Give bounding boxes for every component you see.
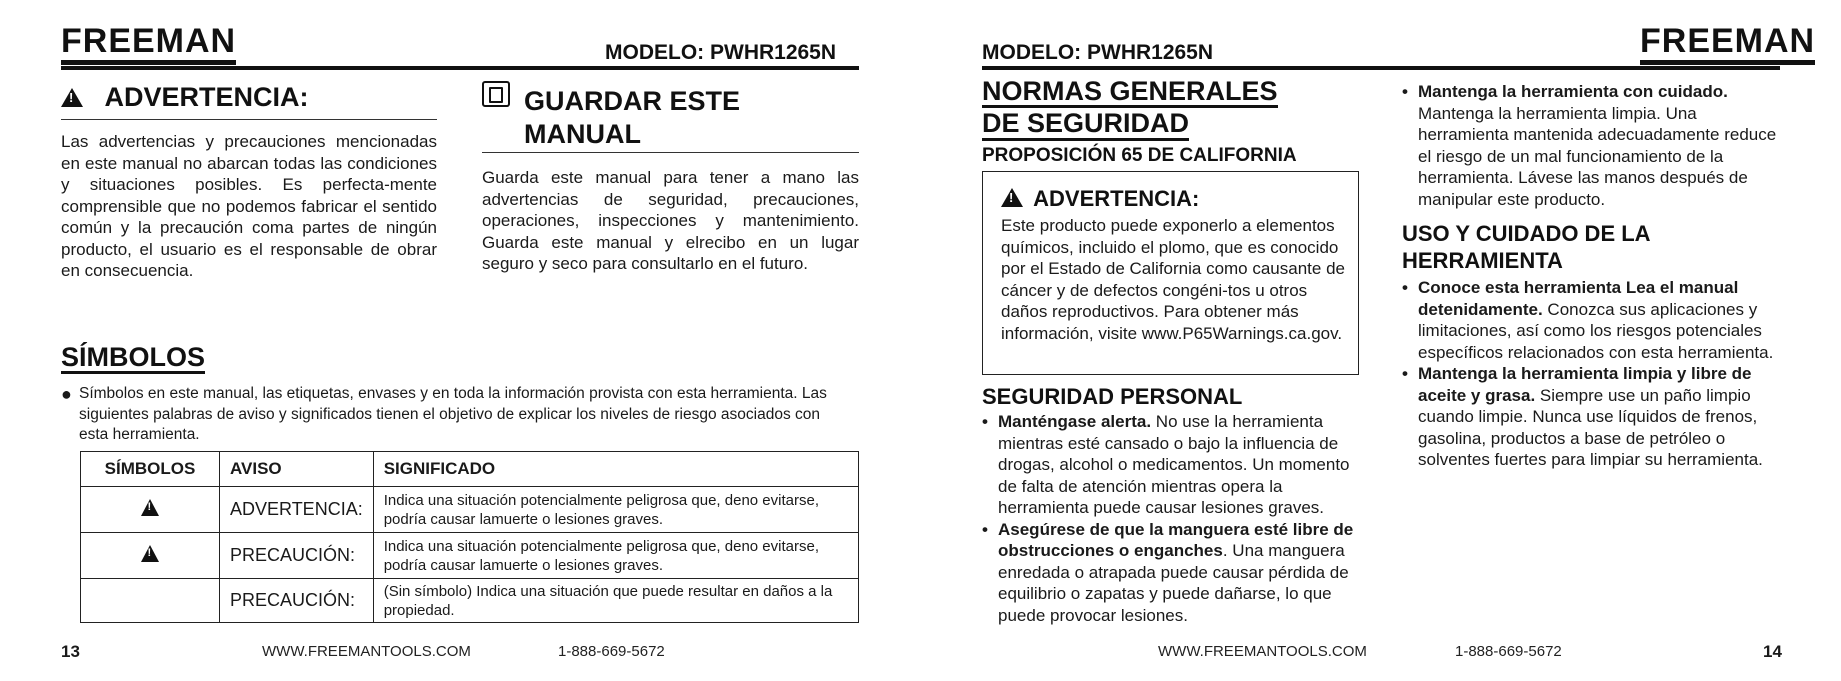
aviso-cell: PRECAUCIÓN: bbox=[220, 533, 374, 579]
warning-triangle-icon bbox=[141, 545, 159, 562]
th-significado: SIGNIFICADO bbox=[373, 452, 858, 487]
symbol-cell bbox=[81, 487, 220, 533]
prop65-warning-box bbox=[982, 171, 1359, 375]
th-simbolos: SÍMBOLOS bbox=[81, 452, 220, 487]
simbolos-heading: SÍMBOLOS bbox=[61, 342, 205, 374]
freeman-logo-right: FREEMAN bbox=[1640, 24, 1815, 65]
seguridad-personal-heading: SEGURIDAD PERSONAL bbox=[982, 384, 1243, 409]
guardar-rule bbox=[482, 152, 859, 153]
symbol-cell bbox=[81, 579, 220, 623]
page-number-right: 14 bbox=[1763, 642, 1782, 661]
significado-cell: (Sin símbolo) Indica una situación que puede resultar en daños a la propiedad. bbox=[373, 579, 858, 623]
table-row bbox=[81, 533, 859, 579]
table-row bbox=[81, 487, 859, 533]
aviso-cell: ADVERTENCIA: bbox=[220, 487, 374, 533]
aviso-cell: PRECAUCIÓN: bbox=[220, 579, 374, 623]
header-rule-right bbox=[982, 66, 1780, 70]
warning-triangle-icon bbox=[61, 88, 83, 107]
col2-top-list bbox=[1402, 81, 1782, 210]
website-right: WWW.FREEMANTOOLS.COM bbox=[1158, 643, 1367, 660]
th-aviso: AVISO bbox=[220, 452, 374, 487]
uso-cuidado-list bbox=[1402, 277, 1782, 471]
warning-box-text: Este producto puede exponerlo a elementos químicos, incluido el plomo, que es conocido por el Estado de California como causante de cáncer y de defectos congéni-tos u otros daños reproductivos. Para obtener más información, visite www.P65Warnings.ca.gov. bbox=[1001, 216, 1345, 343]
list-item: • Asegúrese de que la manguera esté libre de obstrucciones o enganches. Una manguera enredada o atrapada puede causar pérdida de equilibrio o zapatas y puede dañarse, lo que puede provocar lesiones. bbox=[982, 519, 1362, 627]
advertencia-heading: ! ADVERTENCIA: bbox=[61, 82, 309, 113]
page-number-left: 13 bbox=[61, 642, 80, 661]
table-header-row bbox=[81, 452, 859, 487]
warning-box-title: ! ADVERTENCIA: bbox=[1001, 186, 1348, 212]
advertencia-text: Las advertencias y precauciones mencionadas en este manual no abarcan todas las condiciones y situaciones posibles. Es perfecta-mente comprensible que no podemos fabricar el sentido común y la precaución coma partes de ningún producto, el usuario es el responsable de obrar en consecuencia. bbox=[61, 132, 437, 280]
warning-triangle-icon bbox=[141, 499, 159, 516]
uso-cuidado-heading: USO Y CUIDADO DE LA HERRAMIENTA bbox=[1402, 221, 1651, 273]
model-number-right: MODELO: PWHR1265N bbox=[982, 41, 1214, 64]
significado-cell: Indica una situación potencialmente peligrosa que, deno evitarse, podría causar lamuerte o lesiones graves. bbox=[373, 533, 858, 579]
list-item: • Mantenga la herramienta con cuidado. Mantenga la herramienta limpia. Una herramienta mantenida adecuadamente reduce el riesgo de un mal funcionamiento de la herramienta. Lávese las manos después de manipular este producto. bbox=[1402, 81, 1782, 210]
bullet: ● bbox=[61, 384, 72, 404]
warning-triangle-icon bbox=[1001, 188, 1023, 207]
symbols-table bbox=[80, 451, 859, 623]
simbolos-intro: ● Símbolos en este manual, las etiquetas, envases y en toda la información provista con esta herramienta. Las siguientes palabras de aviso y significados tienen el objetivo de explicar los niveles de riesgo asociados con esta herramienta. bbox=[61, 384, 827, 443]
phone-left: 1-888-669-5672 bbox=[558, 643, 665, 660]
normas-heading: NORMAS GENERALES DE SEGURIDAD bbox=[982, 76, 1278, 141]
book-icon bbox=[482, 81, 510, 109]
model-number-left: MODELO: PWHR1265N bbox=[605, 41, 837, 64]
list-item: • Mantenga la herramienta limpia y libre de aceite y grasa. Siempre use un paño limpio cuando limpie. Nunca use líquidos de frenos, gasolina, productos a base de petróleo o solventes fuertes para limpiar su herramienta. bbox=[1402, 363, 1782, 471]
guardar-text: Guarda este manual para tener a mano las advertencias de seguridad, precauciones, operaciones, inspecciones y mantenimiento. Guarda este manual y elrecibo en un lugar seguro y seco para consultarlo en el futuro. bbox=[482, 168, 859, 273]
significado-cell: Indica una situación potencialmente peligrosa que, deno evitarse, podría causar lamuerte o lesiones graves. bbox=[373, 487, 858, 533]
freeman-logo-left: FREEMAN bbox=[61, 24, 236, 65]
header-rule-left bbox=[61, 66, 859, 70]
website-left: WWW.FREEMANTOOLS.COM bbox=[262, 643, 471, 660]
table-row bbox=[81, 579, 859, 623]
seguridad-personal-list bbox=[982, 411, 1362, 626]
phone-right: 1-888-669-5672 bbox=[1455, 643, 1562, 660]
list-item: • Conoce esta herramienta Lea el manual detenidamente. Conozca sus aplicaciones y limitaciones, así como los riesgos potenciales específicos relacionados con esta herramienta. bbox=[1402, 277, 1782, 363]
advertencia-rule bbox=[61, 119, 437, 120]
list-item: • Manténgase alerta. No use la herramienta mientras esté cansado o bajo la influencia de drogas, alcohol o medicamentos. Un momento de falta de atención mientras opera la herramienta puede causar lesiones graves. bbox=[982, 411, 1362, 519]
symbol-cell bbox=[81, 533, 220, 579]
prop65-heading: PROPOSICIÓN 65 DE CALIFORNIA bbox=[982, 145, 1297, 166]
guardar-heading: GUARDAR ESTE MANUAL bbox=[524, 86, 741, 149]
